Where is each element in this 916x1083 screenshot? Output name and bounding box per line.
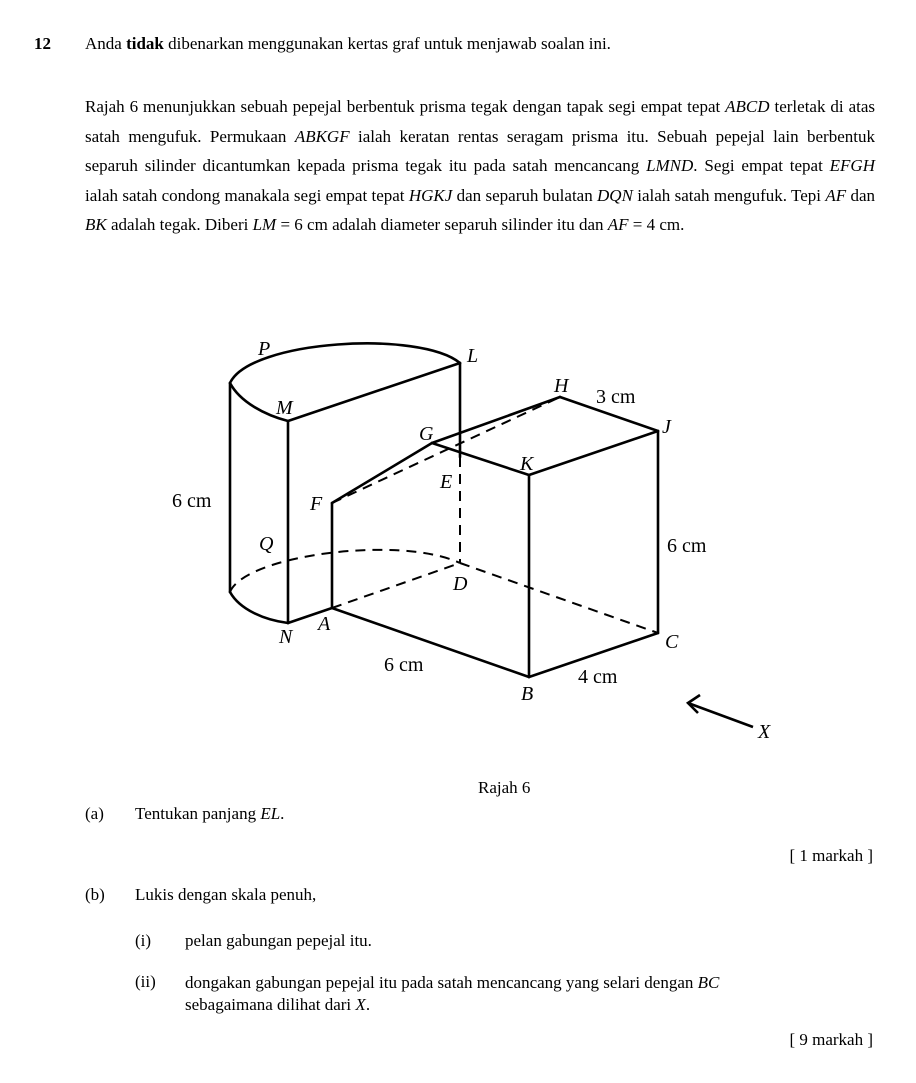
intro-variable: DQN — [597, 185, 633, 205]
label-X: X — [758, 721, 771, 743]
part-b-ii-text: dongakan gabungan pepejal itu pada satah mencancang yang selari dengan BC sebagaimana dilihat dari X. — [185, 973, 720, 1014]
label-J: J — [662, 416, 671, 438]
part-b-i-text: pelan gabungan pepejal itu. — [185, 931, 372, 950]
part-a-marks: [ 1 markah ] — [789, 846, 873, 865]
intro-variable: HGKJ — [408, 185, 453, 205]
part-a-text: Tentukan panjang EL. — [135, 804, 285, 823]
intro-text: dan — [846, 185, 875, 205]
intro-text: ialah satah condong manakala segi empat tepat — [85, 185, 409, 205]
intro-variable: LMND — [646, 156, 694, 175]
figure-caption: Rajah 6 — [478, 778, 531, 797]
label-M: M — [276, 397, 293, 419]
label-N: N — [279, 626, 293, 648]
intro-variable: AF — [607, 215, 629, 234]
part-b-label: (b) — [85, 885, 105, 904]
label-D: D — [453, 573, 468, 595]
intro-text: = 6 cm adalah diameter separuh silinder itu dan — [276, 215, 608, 234]
intro-text: terletak di atas satah mengufuk. Permukaan — [85, 97, 875, 146]
part-b-ii-label: (ii) — [135, 972, 156, 991]
label-L: L — [467, 345, 479, 367]
view-arrow-x — [688, 695, 753, 727]
intro-variable: BK — [85, 215, 107, 234]
dim-AB: 6 cm — [384, 654, 424, 676]
intro-variable: ABKGF — [294, 126, 350, 146]
intro-text: ialah keratan rentas seragam prisma itu. Sebuah pepejal lain berbentuk separuh silinder dicantumkan kepada prisma tegak itu pada satah mencancang — [85, 126, 875, 175]
intro-variable: ABCD — [725, 97, 770, 116]
intro-text: = 4 cm. — [628, 215, 685, 234]
part-b-marks: [ 9 markah ] — [789, 1030, 873, 1049]
label-Q: Q — [259, 533, 274, 555]
intro-text: adalah tegak. Diberi — [106, 215, 253, 234]
intro-text: ialah satah mengufuk. Tepi — [632, 185, 826, 205]
instruction: Anda tidak dibenarkan menggunakan kertas graf untuk menjawab soalan ini. — [85, 34, 611, 53]
part-b-i-label: (i) — [135, 931, 152, 950]
intro-variable: EFGH — [829, 156, 875, 175]
part-b-text: Lukis dengan skala penuh, — [135, 885, 317, 904]
dim-HJ: 3 cm — [596, 386, 636, 408]
label-P: P — [258, 338, 271, 360]
dim-JC: 6 cm — [667, 535, 707, 557]
intro-text: . Segi empat tepat — [693, 156, 830, 175]
question-number: 12 — [34, 34, 51, 53]
intro-variable: AF — [825, 185, 847, 205]
arc-N — [230, 592, 288, 623]
label-H: H — [554, 375, 569, 397]
label-C: C — [665, 631, 679, 653]
label-K: K — [520, 453, 534, 475]
intro-text: dan separuh bulatan — [452, 185, 598, 205]
label-F: F — [310, 493, 323, 515]
label-G: G — [419, 423, 434, 445]
dim-BC: 4 cm — [578, 666, 618, 688]
label-A: A — [318, 613, 331, 635]
label-B: B — [521, 683, 534, 705]
intro-variable: LM — [252, 215, 277, 234]
intro-text: Rajah 6 menunjukkan sebuah pepejal berbentuk prisma tegak dengan tapak segi empat tepat — [85, 97, 726, 116]
label-E: E — [440, 471, 453, 493]
part-a-label: (a) — [85, 804, 104, 823]
dim-left-height: 6 cm — [172, 490, 212, 512]
